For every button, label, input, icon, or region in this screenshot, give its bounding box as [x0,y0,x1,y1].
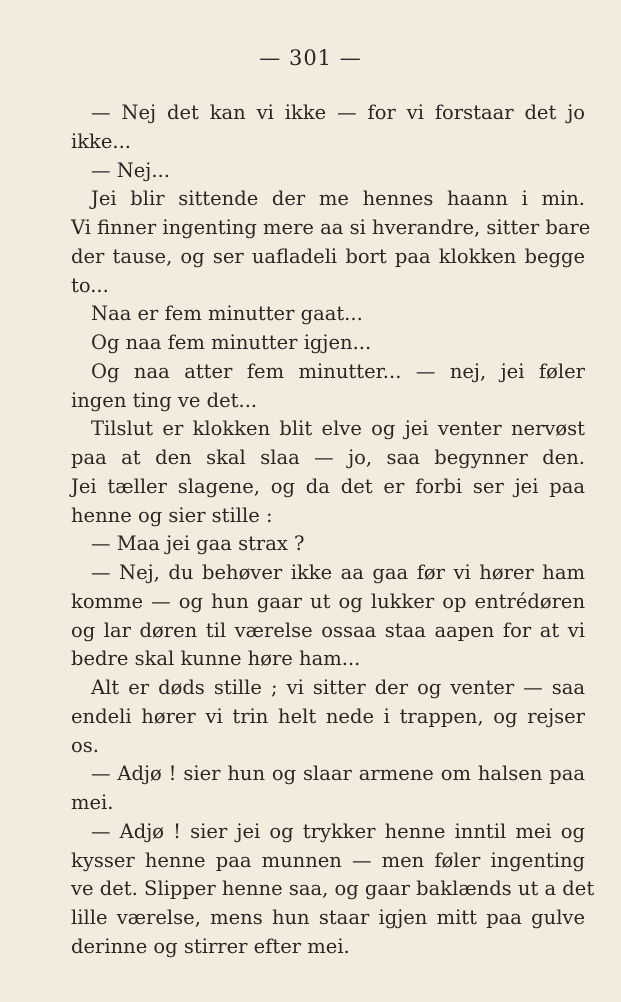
text-line: Og naa fem minutter igjen... [91,331,372,354]
text-line: ingen ting ve det... [71,388,258,412]
text-line: endeli hører vi trin helt nede i trappen, og rejser [71,704,585,728]
text-line: Tilslut er klokken blit elve og jei venter nervøst [91,417,585,441]
text-line: — Adjø ! sier hun og slaar armene om halsen paa [91,762,585,786]
text-line: komme — og hun gaar ut og lukker op entrédøren [71,589,585,613]
text-line: to... [71,273,109,297]
text-line: Og naa atter fem minutter... — nej, jei føler [91,359,585,383]
text-line: — Nej... [91,158,170,182]
text-line: bedre skal kunne høre ham... [71,647,361,671]
text-line: os. [71,733,99,757]
page-number: — 301 — [259,46,362,70]
text-line: paa at den skal slaa — jo, saa begynner den. [71,446,585,469]
text-line: mei. [71,791,114,814]
body-text [71,99,595,962]
text-line: Jei tæller slagene, og da det er forbi ser jei paa [71,474,585,498]
text-line: og lar døren til værelse ossaa staa aapen for at vi [71,618,585,642]
text-line: — Maa jei gaa strax ? [91,532,305,556]
text-line: derinne og stirrer efter mei. [71,934,350,958]
text-line: lille værelse, mens hun staar igjen mitt paa gulve [71,906,585,929]
text-line: Jei blir sittende der me hennes haann i min. [91,187,585,211]
text-line: — Nej det kan vi ikke — for vi forstaar det jo [91,101,585,124]
text-line: Vi finner ingenting mere aa si hverandre, sitter bare [71,216,591,239]
text-line: Alt er døds stille ; vi sitter der og venter — saa [91,676,585,699]
text-line: ve det. Slipper henne saa, og gaar baklænds ut a det [71,877,595,901]
text-line: Naa er fem minutter gaat... [91,302,363,326]
text-line: henne og sier stille : [71,503,273,527]
text-line: — Nej, du behøver ikke aa gaa før vi hører ham [91,561,585,584]
text-line: — Adjø ! sier jei og trykker henne inntil mei og [91,819,585,843]
text-line: ikke... [71,129,132,153]
text-line: der tause, og ser uafladeli bort paa klokken begge [71,244,585,268]
text-line: kysser henne paa munnen — men føler ingenting [71,848,585,872]
